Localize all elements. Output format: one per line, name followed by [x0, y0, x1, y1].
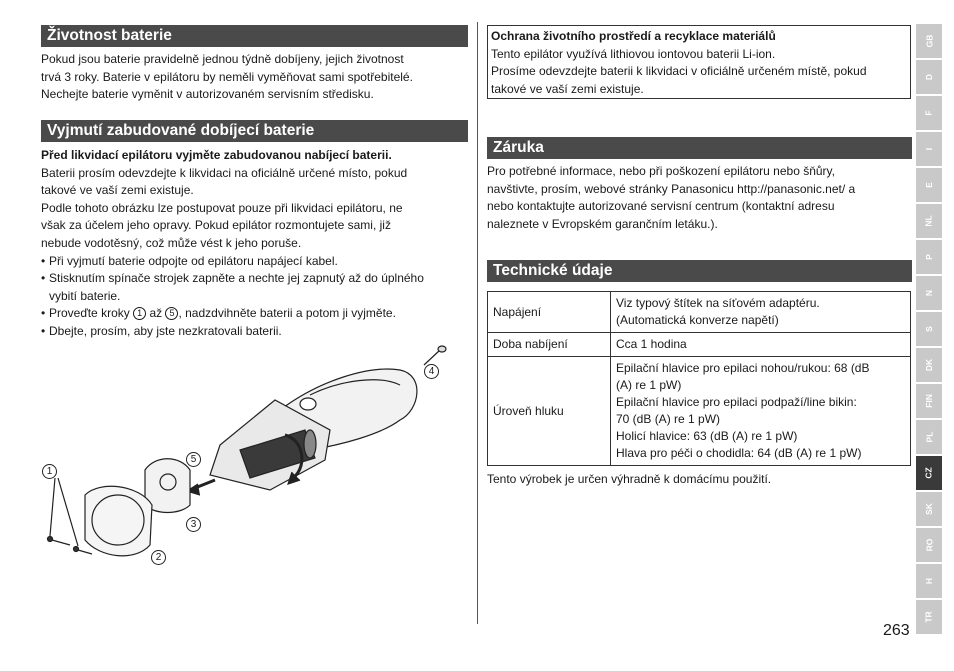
- section-heading-specs: Technické údaje: [487, 260, 912, 282]
- spec-value-line: Epilační hlavice pro epilaci nohou/rukou: 68 (dB: [616, 361, 870, 375]
- text-line: Podle tohoto obrázku lze postupovat pouze při likvidaci epilátoru, ne: [41, 200, 403, 215]
- spec-key: Úroveň hluku: [488, 357, 611, 466]
- callout-5: 5: [186, 452, 201, 467]
- table-row: [488, 292, 911, 333]
- battery-removal-text: [41, 147, 473, 341]
- language-tab-h[interactable]: H: [916, 564, 942, 598]
- language-tab-gb[interactable]: GB: [916, 24, 942, 58]
- spec-value-line: Cca 1 hodina: [616, 337, 687, 351]
- text-line: naleznete v Evropském garančním letáku.).: [487, 216, 718, 231]
- bullet-item: [41, 305, 473, 323]
- language-tab-tr[interactable]: TR: [916, 600, 942, 634]
- warranty-text: [487, 163, 912, 233]
- screw-icon: [48, 537, 71, 546]
- language-tab-dk[interactable]: DK: [916, 348, 942, 382]
- section-heading-warranty: Záruka: [487, 137, 912, 159]
- language-tab-p[interactable]: P: [916, 240, 942, 274]
- spec-value-line: (Automatická konverze napětí): [616, 313, 779, 327]
- bullet-text: Dbejte, prosím, aby jste nezkratovali baterii.: [49, 323, 282, 338]
- language-tab-n[interactable]: N: [916, 276, 942, 310]
- spec-value-line: Holicí hlavice: 63 (dB (A) re 1 pW): [616, 429, 798, 443]
- spec-value-line: 70 (dB (A) re 1 pW): [616, 412, 721, 426]
- text-line: nebo kontaktujte autorizované servisní centrum (kontaktní adresu: [487, 199, 835, 214]
- language-tab-d[interactable]: D: [916, 60, 942, 94]
- bullet-text: Stisknutím spínače strojek zapněte a nechte jej zapnutý až do úplného: [49, 271, 424, 286]
- text-line: takové ve vaší zemi existuje.: [491, 81, 644, 96]
- language-tab-fin[interactable]: FIN: [916, 384, 942, 418]
- language-tab-sk[interactable]: SK: [916, 492, 942, 526]
- text-line: Nechejte baterie vyměnit v autorizovaném servisním středisku.: [41, 87, 374, 102]
- bullet-text: , nadzdvihněte baterii a potom ji vyjměte.: [178, 306, 396, 321]
- language-tab-f[interactable]: F: [916, 96, 942, 130]
- table-row: [488, 357, 911, 466]
- step-number: 1: [133, 307, 146, 320]
- text-line: Pokud jsou baterie pravidelně jednou týdně dobíjeny, jejich životnost: [41, 52, 404, 66]
- callout-4: 4: [424, 364, 439, 379]
- screw-icon: [424, 346, 446, 365]
- battery-life-text: [41, 51, 471, 104]
- bullet-item: [41, 270, 473, 305]
- removal-bullet-list: [41, 253, 473, 341]
- spec-value: [611, 357, 911, 466]
- language-tab-e[interactable]: E: [916, 168, 942, 202]
- text-line: však za účelem jeho opravy. Pokud epilátor rozmontujete sami, již: [41, 218, 391, 233]
- spec-key: Napájení: [488, 292, 611, 333]
- environment-title: Ochrana životního prostředí a recyklace materiálů: [491, 29, 776, 43]
- page-number: 263: [883, 622, 910, 639]
- callout-3: 3: [186, 517, 201, 532]
- language-tab-i[interactable]: I: [916, 132, 942, 166]
- language-tab-s[interactable]: S: [916, 312, 942, 346]
- bullet-item: [41, 253, 473, 271]
- bullet-text: Proveďte kroky: [49, 306, 130, 321]
- step-number: 5: [165, 307, 178, 320]
- callout-1: 1: [42, 464, 57, 479]
- warning-line: Před likvidací epilátoru vyjměte zabudovanou nabíjecí baterii.: [41, 148, 392, 162]
- section-heading-battery-removal: Vyjmutí zabudované dobíjecí baterie: [41, 120, 468, 142]
- battery-removal-illustration: [40, 340, 480, 580]
- bullet-text: Při vyjmutí baterie odpojte od epilátoru napájecí kabel.: [49, 253, 338, 268]
- text-line: nebude vodotěsný, což může vést k jeho poruše.: [41, 235, 302, 250]
- bullet-item: [41, 323, 473, 341]
- table-row: [488, 333, 911, 357]
- text-line: takové ve vaší zemi existuje.: [41, 183, 194, 198]
- language-tab-cz[interactable]: CZ: [916, 456, 942, 490]
- screw-icon: [74, 547, 93, 555]
- text-line: Tento epilátor využívá lithiovou iontovou baterii Li-ion.: [491, 46, 776, 61]
- spec-value-line: (A) re 1 pW): [616, 378, 682, 392]
- specs-table: [487, 291, 911, 466]
- bullet-text: vybití baterie.: [49, 288, 121, 303]
- bullet-text: až: [149, 306, 163, 321]
- section-heading-battery-life: Životnost baterie: [41, 25, 468, 47]
- callout-2: 2: [151, 550, 166, 565]
- spec-value-line: Epilační hlavice pro epilaci podpaží/line bikin:: [616, 395, 857, 409]
- text-line: trvá 3 roky. Baterie v epilátoru by neměli vyměňovat sami spotřebitelé.: [41, 69, 413, 84]
- column-divider: [477, 22, 478, 624]
- text-line: Prosíme odevzdejte baterii k likvidaci v oficiálně určeném místě, pokud: [491, 64, 867, 78]
- spec-key: Doba nabíjení: [488, 333, 611, 357]
- specs-footnote: Tento výrobek je určen výhradně k domácímu použití.: [487, 472, 772, 486]
- language-tab-ro[interactable]: RO: [916, 528, 942, 562]
- language-tab-nl[interactable]: NL: [916, 204, 942, 238]
- text-line: Baterii prosím odevzdejte k likvidaci na oficiálně určené místo, pokud: [41, 165, 408, 180]
- language-tabs: [916, 24, 942, 636]
- spec-value: [611, 292, 911, 333]
- spec-value: [611, 333, 911, 357]
- spec-value-line: Viz typový štítek na síťovém adaptéru.: [616, 296, 820, 310]
- text-line: Pro potřebné informace, nebo při poškození epilátoru nebo šňůry,: [487, 164, 835, 178]
- environment-box: [487, 25, 911, 99]
- language-tab-pl[interactable]: PL: [916, 420, 942, 454]
- spec-value-line: Hlava pro péči o chodidla: 64 (dB (A) re 1 pW): [616, 446, 862, 460]
- text-line: navštivte, prosím, webové stránky Panasonicu http://panasonic.net/ a: [487, 181, 856, 196]
